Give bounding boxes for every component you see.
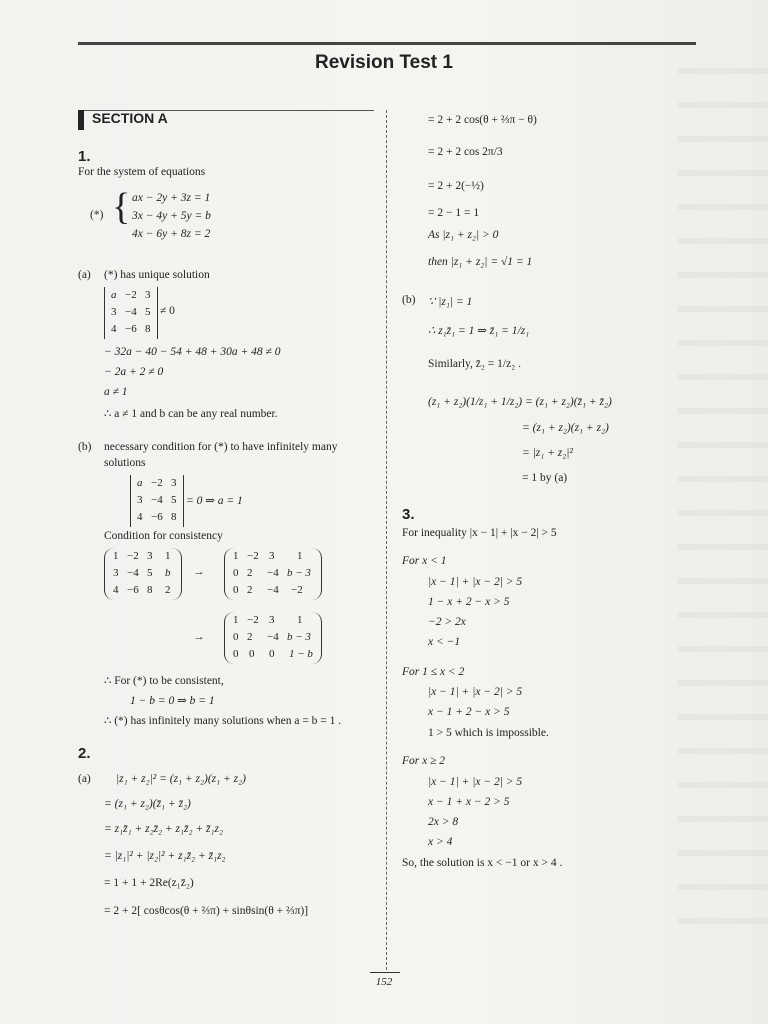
- q2a-line-2: = (z₁ + z₂)(z̄₁ + z̄₂): [104, 798, 191, 810]
- matrix-cell: 5: [147, 567, 153, 579]
- q1b-text-2: solutions: [104, 457, 146, 469]
- det-a-cell: 5: [145, 306, 151, 318]
- det-b-cell: 3: [171, 477, 177, 489]
- top-rule: [78, 42, 696, 45]
- q2a-label: (a): [78, 773, 91, 785]
- matrix-cell: 3: [113, 567, 119, 579]
- q2a-line-3: = z₁z̄₁ + z₂z̄₂ + z₁z̄₂ + z̄₁z₂: [104, 823, 223, 835]
- matrix-cell: −4: [127, 567, 139, 579]
- det-b-cell: 8: [171, 511, 177, 523]
- det-a-cell: 8: [145, 323, 151, 335]
- q3-case-1-label: For x < 1: [402, 555, 447, 567]
- q3-intro: For inequality |x − 1| + |x − 2| > 5: [402, 527, 557, 539]
- matrix-cell: 1: [297, 550, 303, 562]
- matrix-cell: −6: [127, 584, 139, 596]
- q3-case-3-line-3: 2x > 8: [428, 816, 459, 828]
- q3-case-1-line-4: x < −1: [428, 636, 461, 648]
- matrix-cell: 2: [247, 567, 253, 579]
- matrix-cell: 3: [269, 550, 275, 562]
- det-a-cell: −4: [125, 306, 137, 318]
- matrix-cell: 8: [147, 584, 153, 596]
- q3-case-1-line-3: −2 > 2x: [428, 616, 466, 628]
- augmented-matrix-2: [224, 548, 322, 600]
- q1-eq-1: ax − 2y + 3z = 1: [132, 192, 211, 204]
- det-a-cell: a: [111, 289, 117, 301]
- q1b-conclusion-3: ∴ (*) has infinitely many solutions when a = b = 1 .: [104, 715, 342, 727]
- q1-intro: For the system of equations: [78, 166, 206, 178]
- matrix-cell: 1: [113, 550, 119, 562]
- det-b-cell: −4: [151, 494, 163, 506]
- column-divider: [386, 110, 387, 970]
- matrix-cell: b: [165, 567, 171, 579]
- matrix-cell: b − 3: [287, 631, 311, 643]
- q2a-cont-5: As |z₁ + z₂| > 0: [428, 229, 499, 241]
- q1a-neq-zero: ≠ 0: [160, 305, 175, 317]
- augmented-matrix-3: [224, 612, 322, 664]
- q2b-line-4: (z₁ + z₂)(1/z₁ + 1/z₂) = (z₁ + z₂)(z̄₁ + z̄₂): [428, 396, 612, 408]
- matrix-cell: 1 − b: [289, 648, 313, 660]
- matrix-cell: −4: [267, 567, 279, 579]
- bleed-through: [678, 40, 768, 940]
- det-a-cell: 3: [145, 289, 151, 301]
- matrix-cell: −2: [247, 614, 259, 626]
- q2a-cont-1: = 2 + 2 cos(θ + ⅔π − θ): [428, 114, 537, 126]
- q1a-text: (*) has unique solution: [104, 269, 210, 281]
- row-op-arrow-2: →: [193, 631, 205, 643]
- q2b-line-2: ∴ z₁z̄₁ = 1 ⇒ z̄₁ = 1/z₁: [428, 325, 530, 337]
- q3-case-2-label: For 1 ≤ x < 2: [402, 666, 465, 678]
- q2a-line-6: = 2 + 2[ cosθcos(θ + ⅔π) + sinθsin(θ + ⅔π)]: [104, 905, 309, 917]
- det-b-cell: 4: [137, 511, 143, 523]
- matrix-cell: 4: [113, 584, 119, 596]
- det-b-cell: −2: [151, 477, 163, 489]
- q1b-determinant: [130, 475, 184, 527]
- det-b-cell: 5: [171, 494, 177, 506]
- q3-case-2-line-3: 1 > 5 which is impossible.: [428, 727, 549, 739]
- matrix-cell: 1: [165, 550, 171, 562]
- q2a-cont-2: = 2 + 2 cos 2π/3: [428, 146, 503, 158]
- matrix-cell: −4: [267, 631, 279, 643]
- q3-case-1-line-1: |x − 1| + |x − 2| > 5: [428, 576, 523, 588]
- matrix-cell: 0: [249, 648, 255, 660]
- det-b-cell: −6: [151, 511, 163, 523]
- matrix-cell: 1: [297, 614, 303, 626]
- question-1-number: 1.: [78, 148, 91, 165]
- q1b-consistency-label: Condition for consistency: [104, 530, 223, 542]
- augmented-matrix-1: [104, 548, 182, 600]
- matrix-cell: 1: [233, 550, 239, 562]
- question-2-number: 2.: [78, 745, 91, 762]
- q1b-conclusion-2: 1 − b = 0 ⇒ b = 1: [130, 695, 215, 707]
- q3-case-3-line-4: x > 4: [428, 836, 453, 848]
- matrix-cell: 0: [233, 584, 239, 596]
- q1b-det-result: = 0 ⇒ a = 1: [186, 495, 243, 507]
- q2a-line-4: = |z₁|² + |z₂|² + z₁z̄₂ + z̄₁z₂: [104, 850, 226, 862]
- q2a-line-5: = 1 + 1 + 2Re(z₁z̄₂): [104, 877, 194, 889]
- page-number-rule: [370, 972, 400, 973]
- matrix-cell: b − 3: [287, 567, 311, 579]
- matrix-cell: 3: [269, 614, 275, 626]
- matrix-cell: −2: [291, 584, 303, 596]
- q1-brace: {: [112, 186, 131, 228]
- matrix-cell: 2: [165, 584, 171, 596]
- q3-case-3-line-1: |x − 1| + |x − 2| > 5: [428, 776, 523, 788]
- q3-case-1-line-2: 1 − x + 2 − x > 5: [428, 596, 510, 608]
- matrix-cell: −2: [127, 550, 139, 562]
- matrix-cell: 1: [233, 614, 239, 626]
- q2b-label: (b): [402, 294, 416, 306]
- section-marker: [78, 110, 84, 130]
- q2a-cont-3: = 2 + 2(−½): [428, 180, 484, 192]
- page-number: 152: [375, 976, 393, 988]
- q1a-line-4: ∴ a ≠ 1 and b can be any real number.: [104, 408, 278, 420]
- question-3-number: 3.: [402, 506, 415, 523]
- q1b-conclusion-1: ∴ For (*) to be consistent,: [104, 675, 224, 687]
- q2a-cont-4: = 2 − 1 = 1: [428, 207, 480, 219]
- q1-eq-3: 4x − 6y + 8z = 2: [132, 228, 211, 240]
- det-a-cell: −2: [125, 289, 137, 301]
- q1-star: (*): [90, 209, 104, 221]
- q1a-line-1: − 32a − 40 − 54 + 48 + 30a + 48 ≠ 0: [104, 346, 281, 358]
- q1b-text-1: necessary condition for (*) to have infinitely many: [104, 441, 338, 453]
- q2b-line-1: ∵ |z₁| = 1: [428, 296, 473, 308]
- det-a-cell: −6: [125, 323, 137, 335]
- q3-case-3-line-2: x − 1 + x − 2 > 5: [428, 796, 510, 808]
- q2a-line-1: |z₁ + z₂|² = (z₁ + z₂)(z₁ + z₂): [116, 773, 246, 785]
- q2b-line-6: = |z₁ + z₂|²: [522, 447, 573, 459]
- matrix-cell: 0: [269, 648, 275, 660]
- row-op-arrow-1: →: [193, 566, 205, 578]
- matrix-cell: 0: [233, 648, 239, 660]
- matrix-cell: 0: [233, 631, 239, 643]
- q3-case-3-label: For x ≥ 2: [402, 755, 446, 767]
- matrix-cell: 2: [247, 584, 253, 596]
- q3-conclusion: So, the solution is x < −1 or x > 4 .: [402, 857, 563, 869]
- q1-eq-2: 3x − 4y + 5y = b: [132, 210, 211, 222]
- matrix-cell: 3: [147, 550, 153, 562]
- q1a-line-2: − 2a + 2 ≠ 0: [104, 366, 164, 378]
- det-a-cell: 3: [111, 306, 117, 318]
- q3-case-2-line-1: |x − 1| + |x − 2| > 5: [428, 686, 523, 698]
- q1a-label: (a): [78, 269, 91, 281]
- q2b-line-7: = 1 by (a): [522, 472, 568, 484]
- matrix-cell: −4: [267, 584, 279, 596]
- q1a-determinant: [104, 287, 158, 339]
- matrix-cell: 0: [233, 567, 239, 579]
- q1a-line-3: a ≠ 1: [104, 386, 128, 398]
- det-b-cell: a: [137, 477, 143, 489]
- det-b-cell: 3: [137, 494, 143, 506]
- q3-case-2-line-2: x − 1 + 2 − x > 5: [428, 706, 510, 718]
- page-title: Revision Test 1: [315, 52, 453, 73]
- q2a-cont-6: then |z₁ + z₂| = √1 = 1: [428, 256, 533, 268]
- q1b-label: (b): [78, 441, 92, 453]
- matrix-cell: −2: [247, 550, 259, 562]
- det-a-cell: 4: [111, 323, 117, 335]
- q2b-line-3: Similarly, z̄₂ = 1/z₂ .: [428, 358, 521, 370]
- q2b-line-5: = (z₁ + z₂)(z₁ + z₂): [522, 422, 609, 434]
- section-heading: SECTION A: [92, 110, 168, 126]
- matrix-cell: 2: [247, 631, 253, 643]
